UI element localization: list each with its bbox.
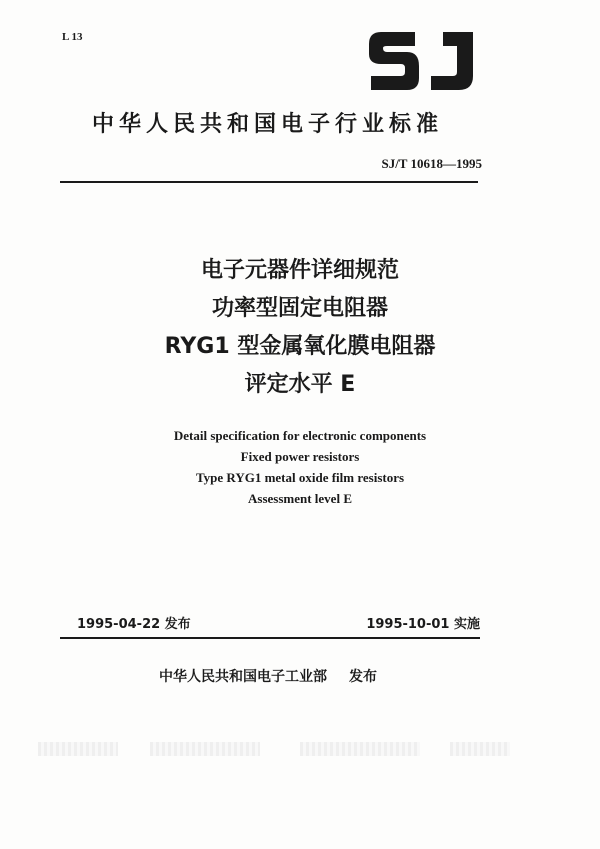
cn-title-line-1: 电子元器件详细规范 xyxy=(200,258,399,283)
scan-smudge xyxy=(150,742,260,756)
chinese-title-block xyxy=(0,252,600,404)
en-title-line-4: Assessment level E xyxy=(248,491,352,506)
scan-smudge xyxy=(300,742,420,756)
en-title-line-3: Type RYG1 metal oxide film resistors xyxy=(195,470,405,485)
scan-smudge xyxy=(38,742,118,756)
org-title: 中华人民共和国电子行业标准 xyxy=(92,112,444,137)
cn-title-line-4: 评定水平 E xyxy=(244,372,356,397)
classification-code: L 13 xyxy=(62,31,83,43)
footer-rule xyxy=(60,637,480,639)
issuer-action: 发布 xyxy=(349,669,377,685)
en-title-line-1: Detail specification for electronic components xyxy=(173,428,427,443)
standard-number: SJ/T 10618—1995 xyxy=(381,156,482,171)
scan-smudge xyxy=(450,742,510,756)
issuer-name: 中华人民共和国电子工业部 xyxy=(159,669,327,685)
issue-date: 1995-04-22 发布 xyxy=(77,617,191,632)
implementation-date: 1995-10-01 实施 xyxy=(366,617,480,632)
sj-logo xyxy=(365,28,477,94)
en-title-line-2: Fixed power resistors xyxy=(240,449,360,464)
english-title-block xyxy=(0,425,600,509)
issuer-line xyxy=(159,666,377,686)
header-rule xyxy=(60,181,478,183)
cn-title-line-2: 功率型固定电阻器 xyxy=(211,296,388,321)
cn-title-line-3: RYG1 型金属氧化膜电阻器 xyxy=(164,334,436,359)
